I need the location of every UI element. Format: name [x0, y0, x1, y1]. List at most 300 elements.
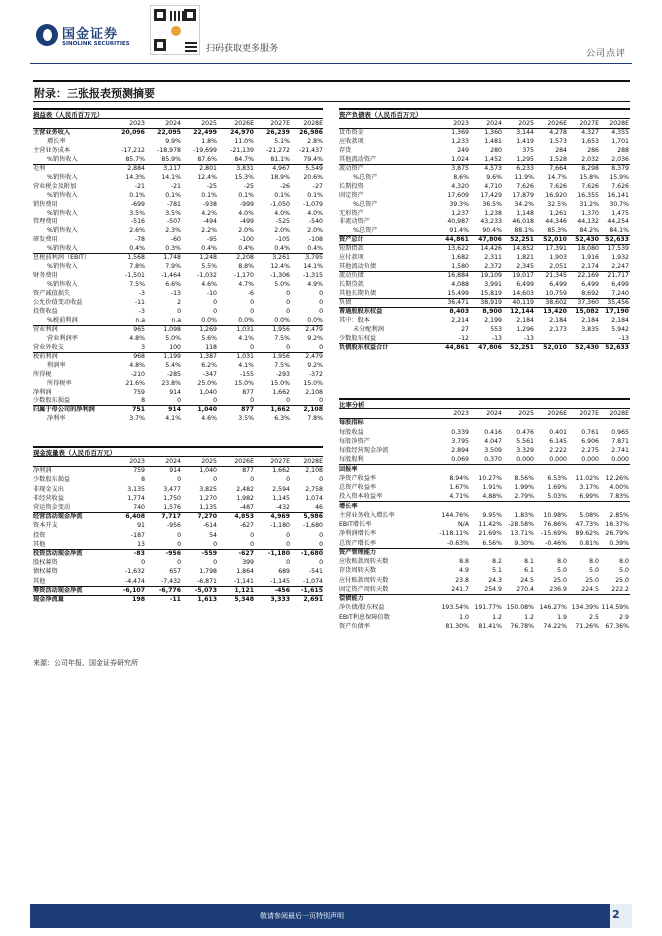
cell-value: 3.795 — [451, 437, 469, 445]
cell-value: 52,633 — [605, 343, 629, 351]
table-title: 现金流量表（人民币百万元） — [33, 449, 117, 457]
cell-value: 2.8% — [307, 137, 323, 145]
cell-value: 1,031 — [236, 325, 254, 333]
row-label: 归属于母公司的净利润 — [33, 406, 95, 414]
cell-value: 38,919 — [480, 299, 502, 306]
cell-value: -13 — [618, 334, 629, 342]
cell-value: 2.2% — [201, 227, 217, 235]
cell-value: 22,499 — [193, 128, 217, 136]
cell-value: 9.2% — [307, 334, 323, 342]
cell-value: 553 — [490, 325, 502, 333]
row-label: %总资产 — [353, 227, 378, 235]
cell-value: 4.8% — [129, 361, 145, 369]
table-row — [339, 299, 630, 308]
row-label: 负债股东权益合计 — [339, 343, 389, 351]
table-row — [339, 558, 630, 567]
cell-value: 2,032 — [581, 155, 599, 163]
cell-value: 26,986 — [299, 128, 323, 136]
row-label: 每股净资产 — [339, 437, 370, 445]
table-row — [33, 380, 323, 389]
logo-icon — [36, 24, 58, 46]
cell-value: 15.0% — [234, 379, 254, 387]
cell-value: 1,662 — [270, 406, 290, 414]
cell-value: 15,499 — [447, 290, 469, 298]
cell-value: 14.1% — [161, 173, 181, 181]
cell-value: 2.79% — [514, 493, 534, 501]
cell-value: 8.1 — [524, 558, 534, 565]
table-row — [339, 438, 630, 447]
cell-value: 14,603 — [512, 290, 534, 298]
cell-value: -627 — [239, 522, 254, 530]
cell-value: 1,576 — [163, 504, 181, 511]
cell-value: 40,987 — [447, 218, 469, 226]
cell-value: 1,135 — [199, 504, 217, 511]
cell-value: -25 — [206, 182, 217, 190]
cell-value: 4,088 — [451, 281, 469, 289]
cell-value: 0 — [286, 343, 290, 351]
cell-value: -18,978 — [157, 146, 181, 154]
cell-value: 12,144 — [510, 307, 534, 315]
cell-value: 2.0% — [238, 227, 254, 235]
cell-value: 22,095 — [157, 128, 181, 136]
table-row — [33, 532, 323, 541]
cell-value: 8 — [141, 476, 145, 484]
cell-value: 44,346 — [545, 218, 567, 226]
year-header: 2025 — [518, 120, 534, 127]
cell-value: -4,474 — [125, 577, 145, 585]
cell-value: 1,031 — [236, 352, 254, 360]
page-number: 2 — [612, 908, 620, 921]
row-label: 财务费用 — [33, 272, 58, 280]
year-header: 2023 — [129, 458, 145, 465]
source-note: 来源：公司年报、国金证券研究所 — [33, 659, 138, 667]
table-row — [339, 447, 630, 456]
table-title: 比率分析 — [339, 401, 365, 409]
cell-value: 5.03% — [547, 493, 567, 501]
scan-prompt: 扫码获取更多服务 — [206, 44, 279, 54]
cell-value: 965 — [133, 325, 145, 333]
year-header: 2025 — [518, 410, 534, 417]
cell-value: 1,024 — [451, 155, 469, 163]
cell-value: 1,296 — [516, 325, 534, 333]
cell-value: 19,109 — [480, 272, 502, 280]
table-row — [33, 541, 323, 550]
cell-value: 24.5 — [520, 576, 534, 584]
row-label: 应付账款周转天数 — [339, 576, 389, 584]
cell-value: 47.73% — [575, 521, 599, 528]
cell-value: 2,479 — [305, 352, 323, 360]
cell-value: 0 — [250, 299, 254, 306]
cell-value: 17,429 — [480, 191, 502, 199]
row-label: 固定资产周转天数 — [339, 585, 389, 593]
table-row — [339, 521, 630, 530]
cell-value: 8 — [141, 397, 145, 405]
cell-value: 24.3 — [488, 576, 502, 584]
table-row — [339, 147, 630, 156]
cell-value: 4.1% — [165, 415, 181, 423]
cell-value: 4.0% — [307, 209, 323, 217]
cell-value: 6,499 — [611, 281, 629, 289]
row-label: 主营业务收入 — [33, 128, 71, 136]
cashflow-statement-table — [33, 446, 323, 656]
cell-value: 6,408 — [125, 513, 145, 521]
cell-value: 5.1 — [492, 567, 502, 575]
cell-value: 52,430 — [575, 343, 599, 351]
row-label: %税前利润 — [47, 316, 78, 324]
row-label: 毛利 — [33, 164, 46, 172]
cell-value: 39.3% — [449, 200, 469, 208]
cell-value: 759 — [133, 388, 145, 396]
cell-value: 4,853 — [234, 513, 254, 521]
row-label: 销售费用 — [33, 200, 58, 208]
cell-value: 236.9 — [549, 585, 567, 593]
cell-value: 21,345 — [545, 272, 567, 280]
cell-value: 1,237 — [451, 209, 469, 217]
table-row — [33, 522, 323, 531]
cell-value: 914 — [168, 406, 181, 414]
cell-value: 7.8% — [307, 415, 323, 423]
cell-value: 3.7% — [129, 415, 145, 423]
cell-value: 91.4% — [449, 227, 469, 235]
cell-value: 4,327 — [581, 128, 599, 136]
cell-value: 2,036 — [611, 155, 629, 163]
row-label: 投资收益 — [33, 307, 58, 315]
cell-value: 1,098 — [163, 325, 181, 333]
cell-value: 18.9% — [270, 173, 290, 181]
row-label: %销售收入 — [47, 209, 78, 217]
cell-value: 1,419 — [516, 137, 534, 145]
cell-value: 0 — [177, 307, 181, 315]
cell-value: 0 — [319, 540, 323, 548]
cell-value: -781 — [166, 200, 181, 208]
income-statement-table — [33, 108, 323, 438]
cell-value: 1.67% — [449, 484, 469, 491]
cell-value: 3.5% — [129, 209, 145, 217]
row-label: 筹资活动现金净流 — [33, 586, 83, 594]
cell-value: 15.8% — [579, 173, 599, 181]
cell-value: 0 — [286, 540, 290, 548]
cell-value: 7,240 — [611, 290, 629, 298]
cell-value: 89.62% — [575, 530, 599, 538]
year-header: 2024 — [486, 120, 502, 127]
table-row — [33, 362, 323, 371]
cell-value: 25.0 — [585, 576, 599, 584]
cell-value: 3 — [141, 343, 145, 351]
cell-value: 12.4% — [270, 263, 290, 271]
cell-value: -118.11% — [439, 530, 469, 538]
cell-value: -525 — [275, 218, 290, 226]
cell-value: 0 — [286, 397, 290, 405]
cell-value: 6.53% — [547, 474, 567, 482]
cell-value: 4,278 — [549, 128, 567, 136]
cell-value: 134.39% — [571, 604, 599, 612]
cell-value: 1,568 — [127, 254, 145, 262]
cell-value: 0 — [250, 531, 254, 539]
table-row — [339, 475, 630, 484]
table-row — [33, 578, 323, 587]
cell-value: 40,119 — [512, 299, 534, 306]
cell-value: 44,254 — [607, 218, 629, 226]
row-label: %销售收入 — [47, 245, 78, 253]
cell-value: 5,942 — [611, 325, 629, 333]
row-label: 资产管理能力 — [339, 548, 377, 556]
cell-value: 7.83% — [609, 493, 629, 501]
cell-value: -21,272 — [266, 146, 290, 154]
cell-value: -541 — [308, 568, 323, 576]
cell-value: 0 — [250, 343, 254, 351]
cell-value: 8,692 — [581, 290, 599, 298]
cell-value: 16,884 — [447, 272, 469, 280]
cell-value: 52,251 — [510, 236, 534, 244]
cell-value: -516 — [130, 218, 145, 226]
row-label: 少数股东损益 — [33, 397, 71, 405]
cell-value: 84.1% — [609, 227, 629, 235]
row-label: 非现金支出 — [33, 485, 64, 493]
cell-value: -494 — [202, 218, 217, 226]
row-label: 无形资产 — [339, 209, 364, 217]
cell-value: 0 — [286, 531, 290, 539]
cell-value: 23.8% — [161, 379, 181, 387]
row-label: %总资产 — [353, 200, 378, 208]
cell-value: 37,360 — [577, 299, 599, 306]
table-row — [33, 486, 323, 495]
cell-value: 3.17% — [579, 484, 599, 491]
cell-value: 2.6% — [129, 227, 145, 235]
cell-value: -627 — [238, 550, 254, 557]
cell-value: 5,549 — [305, 164, 323, 172]
cell-value: 14.3% — [125, 173, 145, 181]
table-row — [339, 604, 630, 613]
cell-value: 1.2 — [524, 613, 534, 621]
cell-value: 249 — [457, 146, 469, 154]
cell-value: 4.88% — [482, 493, 502, 501]
disclaimer-link[interactable]: 敬请参阅最后一页特别声明 — [260, 912, 344, 920]
row-label: %销售收入 — [47, 155, 78, 163]
cell-value: 0 — [250, 540, 254, 548]
cell-value: 1,798 — [199, 568, 217, 576]
cell-value: -187 — [130, 531, 145, 539]
cell-value: 4.6% — [201, 281, 217, 289]
cell-value: 4.71% — [449, 493, 469, 501]
cell-value: 2,345 — [516, 263, 534, 271]
cell-value: 0.81% — [579, 539, 599, 547]
cell-value: 751 — [132, 406, 145, 414]
table-row — [339, 192, 630, 201]
cell-value: 2.3% — [165, 227, 181, 235]
row-label: 增长率 — [339, 502, 358, 510]
year-header: 2026E — [547, 120, 567, 127]
table-row — [33, 138, 323, 147]
table-row — [33, 245, 323, 254]
cell-value: 3,135 — [127, 485, 145, 493]
cell-value: 0.339 — [451, 428, 469, 436]
row-label: 流动负债 — [339, 272, 364, 280]
cell-value: 0 — [141, 559, 145, 567]
cell-value: 12.26% — [605, 474, 629, 482]
row-label: 净利润 — [33, 388, 52, 396]
cell-value: 0 — [319, 307, 323, 315]
cell-value: 17,190 — [605, 307, 629, 315]
cell-value: 224.5 — [581, 585, 599, 593]
cell-value: 0 — [213, 540, 217, 548]
cell-value: 280 — [490, 146, 502, 154]
cell-value: 7.5% — [129, 281, 145, 289]
cell-value: 1,387 — [199, 352, 217, 360]
table-row — [339, 595, 630, 604]
table-row — [339, 577, 630, 586]
cell-value: 0.000 — [611, 456, 629, 464]
year-header-row — [339, 120, 630, 129]
table-row — [33, 281, 323, 290]
cell-value: 0 — [319, 559, 323, 567]
table-row — [33, 504, 323, 513]
cell-value: 1.9 — [557, 613, 567, 621]
table-row — [33, 495, 323, 504]
cell-value: 1,750 — [163, 494, 181, 502]
cell-value: 6,499 — [549, 281, 567, 289]
cell-value: 1,074 — [305, 494, 323, 502]
row-label: EBIT增长率 — [339, 521, 372, 528]
cell-value: 14.7% — [547, 173, 567, 181]
cell-value: 1,662 — [272, 467, 290, 475]
cell-value: 76.86% — [543, 521, 567, 528]
table-row — [339, 281, 630, 290]
year-header-row — [339, 410, 630, 419]
cell-value: -108 — [308, 236, 323, 244]
cell-value: 1,701 — [611, 137, 629, 145]
cell-value: -6,776 — [158, 586, 181, 594]
cell-value: -699 — [130, 200, 145, 208]
cell-value: 0 — [250, 476, 254, 484]
table-row — [339, 512, 630, 521]
cell-value: 44,861 — [445, 236, 469, 244]
cell-value: -1,170 — [234, 272, 254, 280]
cell-value: 2,174 — [581, 263, 599, 271]
cell-value: 0.1% — [274, 191, 290, 199]
cell-value: 1,121 — [234, 586, 254, 594]
cell-value: 23.8 — [455, 576, 469, 584]
cell-value: 6.99% — [579, 493, 599, 501]
cell-value: 2,108 — [305, 388, 323, 396]
cell-value: 1,653 — [581, 137, 599, 145]
cell-value: 0.4% — [201, 245, 217, 253]
cell-value: 6.6% — [165, 281, 181, 289]
row-label: 其他长期负债 — [339, 290, 377, 298]
cell-value: 3.5% — [165, 209, 181, 217]
cell-value: 0.4% — [274, 245, 290, 253]
cell-value: 5,986 — [303, 513, 323, 521]
cell-value: -17,212 — [121, 146, 145, 154]
cell-value: 32.5% — [547, 200, 567, 208]
cell-value: 10.98% — [543, 511, 567, 519]
cell-value: 0 — [319, 476, 323, 484]
cell-value: 1,662 — [272, 388, 290, 396]
cell-value: 36,471 — [447, 299, 469, 306]
table-row — [339, 245, 630, 254]
cell-value: 0.1% — [238, 191, 254, 199]
cell-value: -1,180 — [270, 522, 290, 530]
cell-value: -1,464 — [161, 272, 181, 280]
qr-code-icon[interactable] — [150, 5, 200, 55]
table-row — [339, 254, 630, 263]
row-label: 其他流动资产 — [339, 155, 377, 163]
table-row — [33, 254, 323, 263]
cell-value: 2,208 — [236, 254, 254, 262]
cell-value: 74.22% — [543, 622, 567, 630]
cell-value: 1,248 — [199, 254, 217, 262]
cell-value: 15.0% — [270, 379, 290, 387]
cell-value: 31.2% — [579, 200, 599, 208]
table-row — [33, 201, 323, 210]
cell-value: 1.83% — [514, 511, 534, 519]
table-row — [33, 299, 323, 308]
cell-value: 3,477 — [163, 485, 181, 493]
logo-english-name: SINOLINK SECURITIES — [62, 41, 130, 47]
table-row — [339, 165, 630, 174]
cell-value: 21.6% — [125, 379, 145, 387]
cell-value: 7,270 — [197, 513, 217, 521]
cell-value: 0 — [319, 290, 323, 298]
cell-value: -1,501 — [125, 272, 145, 280]
year-header: 2024 — [486, 410, 502, 417]
cell-value: 0.370 — [484, 456, 502, 464]
cell-value: 52,633 — [605, 236, 629, 244]
row-label: 应付款项 — [339, 254, 364, 262]
cell-value: 15.9% — [609, 173, 629, 181]
cell-value: 1.2 — [492, 613, 502, 621]
cell-value: 0.39% — [609, 539, 629, 547]
cell-value: 0.761 — [581, 428, 599, 436]
row-label: %总资产 — [353, 173, 378, 181]
cell-value: 6,233 — [516, 164, 534, 172]
cell-value: 1,821 — [516, 254, 534, 262]
row-label: 资产总计 — [339, 236, 364, 244]
row-label: 非流动资产 — [339, 218, 370, 226]
cell-value: 2,372 — [484, 263, 502, 271]
cell-value: 0 — [286, 299, 290, 306]
cell-value: 10.27% — [478, 474, 502, 482]
cell-value: 3,144 — [516, 128, 534, 136]
cell-value: 2,594 — [272, 485, 290, 493]
year-header: 2024 — [165, 120, 181, 127]
page-header — [0, 0, 662, 70]
row-label: 净利润增长率 — [339, 530, 377, 538]
table-row — [33, 476, 323, 485]
cell-value: 24,970 — [230, 128, 254, 136]
cell-value: 2,691 — [303, 596, 323, 603]
table-row — [339, 210, 630, 219]
table-row — [33, 236, 323, 245]
cell-value: 2,801 — [199, 164, 217, 172]
cell-value: 1,270 — [199, 494, 217, 502]
cell-value: -19,699 — [193, 146, 217, 154]
year-header: 2023 — [453, 410, 469, 417]
cell-value: 7.5% — [274, 334, 290, 342]
cell-value: 7,626 — [516, 182, 534, 190]
cell-value: -1,680 — [303, 522, 323, 530]
cell-value: -155 — [239, 370, 254, 378]
row-label: 未分配利润 — [353, 325, 384, 333]
year-header-row — [33, 120, 323, 129]
row-label: %销售收入 — [47, 227, 78, 235]
cell-value: 288 — [617, 146, 629, 154]
cell-value: 1.8% — [201, 137, 217, 145]
section-title-bar — [33, 80, 630, 102]
table-row — [339, 419, 630, 428]
cell-value: 52,010 — [543, 343, 567, 351]
cell-value: 4,969 — [270, 513, 290, 521]
cell-value: -25 — [243, 182, 254, 190]
